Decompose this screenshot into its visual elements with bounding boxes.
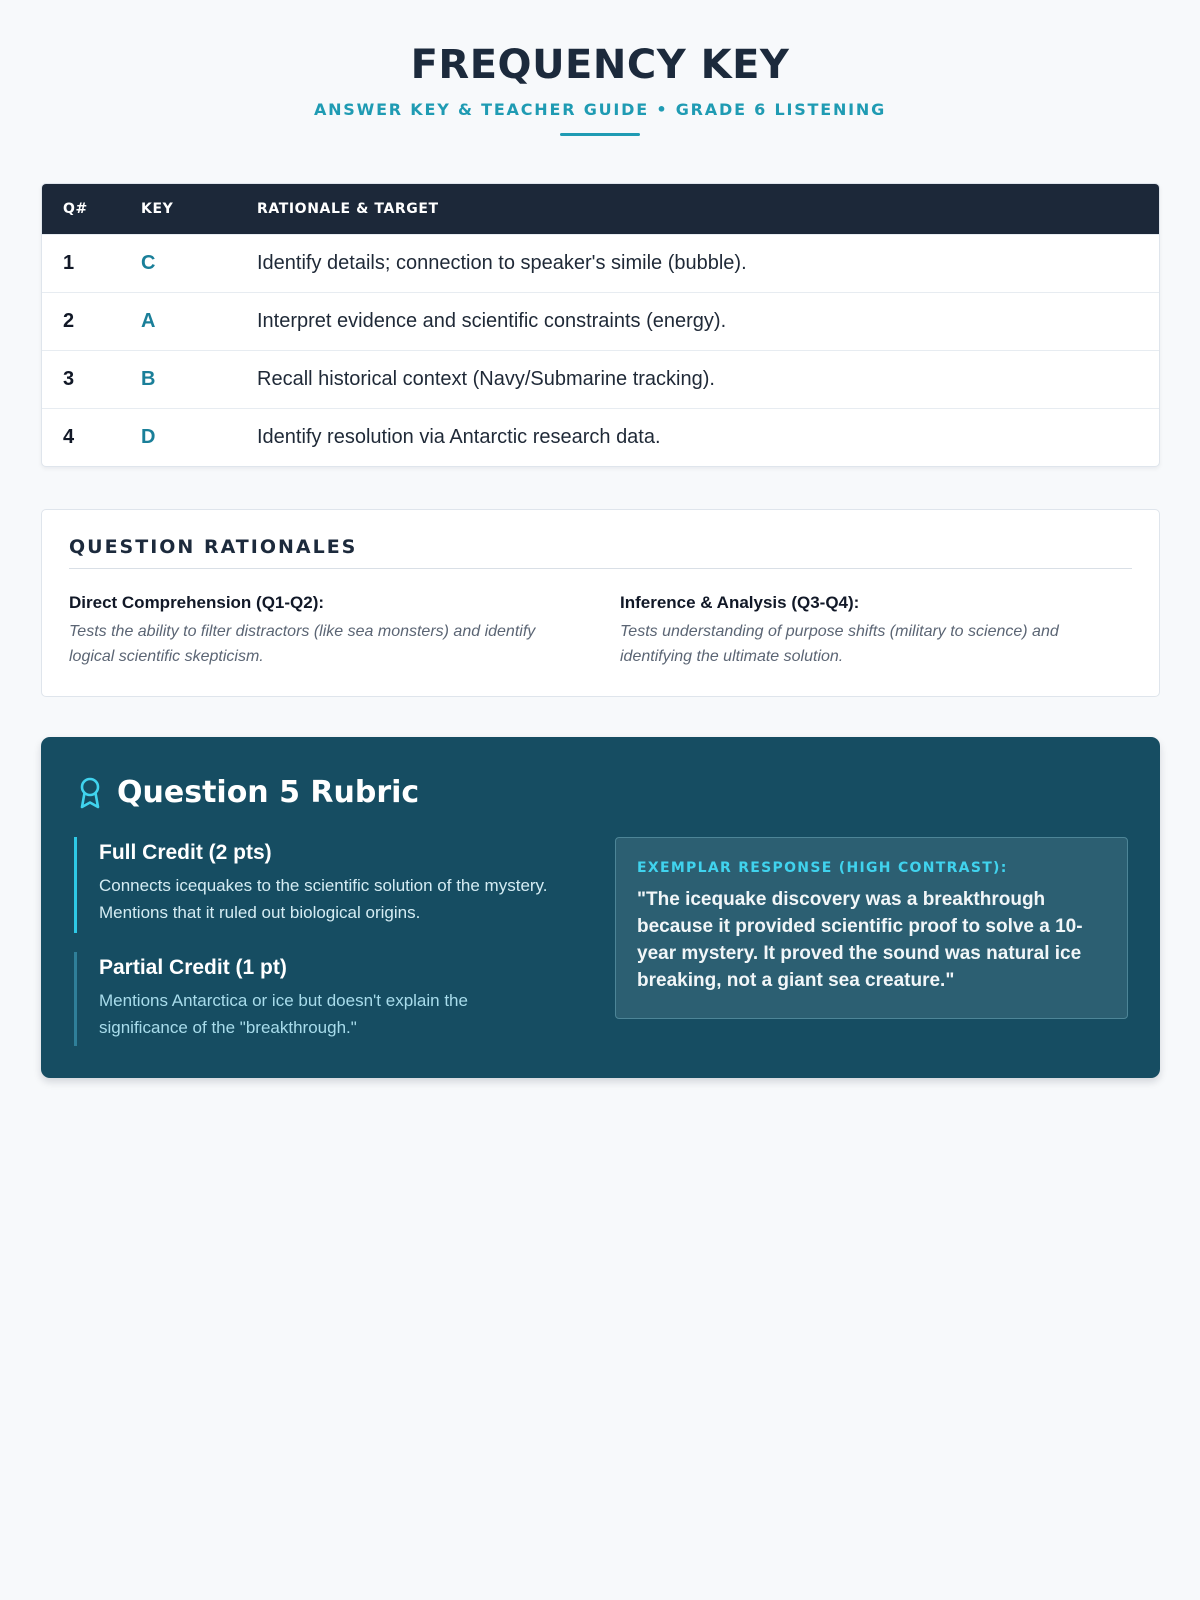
page-title: FREQUENCY KEY bbox=[410, 42, 790, 88]
rationale-text: Interpret evidence and scientific constraints (energy). bbox=[257, 310, 727, 332]
table-header bbox=[42, 184, 1159, 234]
table-row bbox=[42, 408, 1159, 466]
answer-key: D bbox=[141, 426, 156, 448]
rationales-columns bbox=[69, 593, 1132, 669]
exemplar-response-box bbox=[615, 837, 1128, 1019]
rationale-item-text: Tests the ability to filter distractors (like sea monsters) and identify logical scientific skepticism. bbox=[69, 623, 536, 665]
rationale-text: Recall historical context (Navy/Submarine tracking). bbox=[257, 368, 715, 390]
rationale-text: Identify details; connection to speaker's simile (bubble). bbox=[257, 252, 747, 274]
rationale-text: Identify resolution via Antarctic research data. bbox=[257, 426, 661, 448]
full-credit-criterion bbox=[74, 837, 554, 933]
question-5-rubric-card bbox=[41, 737, 1160, 1078]
question-number: 1 bbox=[63, 252, 75, 274]
question-number: 4 bbox=[63, 426, 75, 448]
rationale-item-text: Tests understanding of purpose shifts (military to science) and identifying the ultimate solution. bbox=[620, 623, 1059, 665]
rationale-item bbox=[620, 593, 1130, 669]
column-header-key: KEY bbox=[141, 201, 174, 217]
table-row bbox=[42, 350, 1159, 408]
answer-key: B bbox=[141, 368, 156, 390]
rationales-heading: QUESTION RATIONALES bbox=[69, 536, 1132, 569]
partial-credit-text: Mentions Antarctica or ice but doesn't explain the significance of the "breakthrough." bbox=[99, 991, 468, 1037]
partial-credit-title: Partial Credit (1 pt) bbox=[99, 956, 287, 979]
award-ribbon-icon bbox=[77, 776, 103, 810]
title-underline bbox=[560, 133, 640, 136]
column-header-rationale: RATIONALE & TARGET bbox=[257, 201, 439, 217]
question-number: 2 bbox=[63, 310, 75, 332]
rationale-item-title: Direct Comprehension (Q1-Q2): bbox=[69, 593, 325, 612]
page-header bbox=[0, 0, 1200, 136]
answer-key: A bbox=[141, 310, 156, 332]
full-credit-text: Connects icequakes to the scientific solution of the mystery. Mentions that it ruled out biological origins. bbox=[99, 876, 548, 922]
exemplar-label: EXEMPLAR RESPONSE (HIGH CONTRAST): bbox=[637, 860, 1008, 876]
rubric-header bbox=[77, 775, 419, 810]
rationale-item-title: Inference & Analysis (Q3-Q4): bbox=[620, 593, 860, 612]
exemplar-text: "The icequake discovery was a breakthrough because it provided scientific proof to solve a 10-year mystery. It proved the sound was natural ice breaking, not a giant sea creature." bbox=[637, 889, 1083, 991]
partial-credit-criterion bbox=[74, 952, 554, 1046]
full-credit-title: Full Credit (2 pts) bbox=[99, 841, 272, 864]
answer-key-table bbox=[41, 183, 1160, 467]
table-row bbox=[42, 292, 1159, 350]
question-rationales-card bbox=[41, 509, 1160, 697]
question-number: 3 bbox=[63, 368, 75, 390]
page-subtitle: ANSWER KEY & TEACHER GUIDE • GRADE 6 LISTENING bbox=[313, 100, 887, 119]
answer-key: C bbox=[141, 252, 156, 274]
rationale-item bbox=[69, 593, 620, 669]
column-header-question: Q# bbox=[63, 201, 88, 217]
table-row bbox=[42, 234, 1159, 292]
rubric-title: Question 5 Rubric bbox=[117, 775, 420, 810]
